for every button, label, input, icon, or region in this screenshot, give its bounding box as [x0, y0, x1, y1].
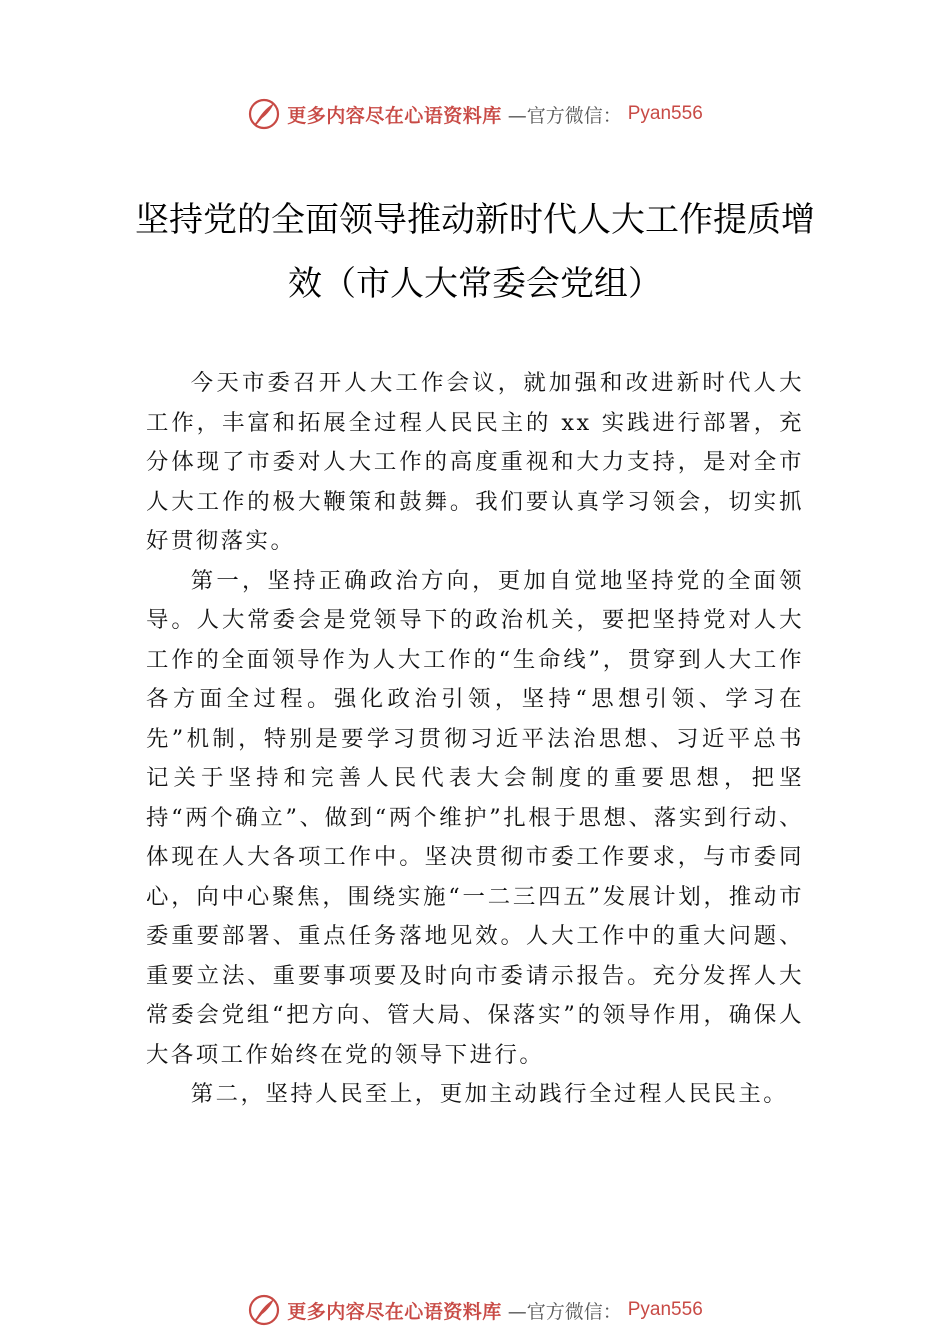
watermark-brand-text: 更多内容尽在心语资料库	[287, 104, 502, 127]
document-title: 坚持党的全面领导推动新时代人大工作提质增效（市人大常委会党组）	[135, 200, 815, 304]
watermark-separator: —官方微信：	[507, 1300, 622, 1323]
paragraph-intro: 今天市委召开人大工作会议，就加强和改进新时代人大工作，丰富和拓展全过程人民民主的 xx 实践进行部署，充分体现了市委对人大工作的高度重视和大力支持，是对全市人大工作的极大鞭策和鼓舞。我们要认真学习领会，切实抓好贯彻落实。	[146, 370, 804, 554]
watermark-wechat-id: Pyan556	[627, 1299, 703, 1320]
watermark-brand-text: 更多内容尽在心语资料库	[287, 1300, 502, 1323]
header-watermark	[0, 94, 950, 134]
watermark-wechat-id: Pyan556	[627, 103, 703, 124]
feather-pen-logo-icon	[247, 97, 281, 131]
paragraph-second-point: 第二，坚持人民至上，更加主动践行全过程人民民主。	[190, 1081, 789, 1107]
document-body	[146, 364, 804, 1115]
feather-pen-logo-icon	[247, 1293, 281, 1327]
watermark-separator: —官方微信：	[507, 104, 622, 127]
paragraph-first-point: 第一，坚持正确政治方向，更加自觉地坚持党的全面领导。人大常委会是党领导下的政治机关，要把坚持党对人大工作的全面领导作为人大工作的“生命线”，贯穿到人大工作各方面全过程。强化政治引领，坚持“思想引领、学习在先”机制，特别是要学习贯彻习近平法治思想、习近平总书记关于坚持和完善人民代表大会制度的重要思想，把坚持“两个确立”、做到“两个维护”扎根于思想、落实到行动、体现在人大各项工作中。坚决贯彻市委工作要求，与市委同心，向中心聚焦，围绕实施“一二三四五”发展计划，推动市委重要部署、重点任务落地见效。人大工作中的重大问题、重要立法、重要事项要及时向市委请示报告。充分发挥人大常委会党组“把方向、管大局、保落实”的领导作用，确保人大各项工作始终在党的领导下进行。	[146, 567, 804, 1068]
footer-watermark	[0, 1290, 950, 1330]
